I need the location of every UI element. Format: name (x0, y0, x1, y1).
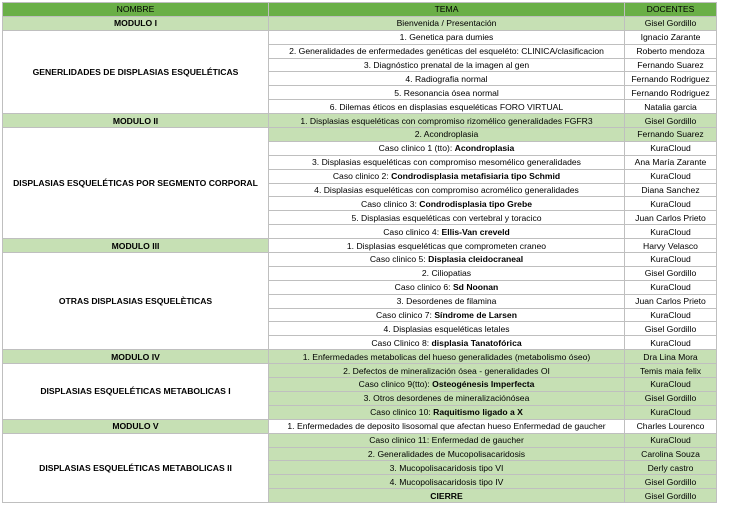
tema-cell[interactable] (269, 128, 625, 142)
section-title[interactable]: OTRAS DISPLASIAS ESQUELÈTICAS (3, 253, 269, 350)
header-row (3, 3, 717, 17)
tema-highlight: Sd Noonan (452, 282, 499, 293)
tema-text: Caso clinico 6: (394, 282, 453, 293)
tema-text: Caso clinico 2: (332, 171, 392, 182)
header-nombre[interactable]: NOMBRE (3, 3, 269, 17)
tema-cell[interactable] (269, 266, 625, 280)
tema-text: 1. Enfermedades metabolicas del hueso generalidades (metabolismo óseo) (302, 351, 591, 362)
module-label[interactable]: MODULO II (3, 114, 269, 128)
tema-cell[interactable] (269, 114, 625, 128)
tema-cell[interactable] (269, 419, 625, 433)
table-row (3, 128, 717, 142)
docente-cell[interactable]: Gisel Gordillo (625, 16, 717, 30)
docente-cell[interactable]: KuraCloud (625, 169, 717, 183)
tema-cell[interactable] (269, 322, 625, 336)
docente-cell[interactable]: KuraCloud (625, 141, 717, 155)
tema-text: 5. Displasias esqueléticas con vertebral y toracico (351, 212, 542, 223)
docente-cell[interactable]: KuraCloud (625, 197, 717, 211)
tema-cell[interactable] (269, 211, 625, 225)
tema-cell[interactable] (269, 378, 625, 392)
tema-highlight: CIERRE (430, 490, 463, 501)
tema-cell[interactable] (269, 183, 625, 197)
docente-cell[interactable]: Gisel Gordillo (625, 489, 717, 503)
table-row (3, 16, 717, 30)
tema-cell[interactable] (269, 239, 625, 253)
docente-cell[interactable]: Juan Carlos Prieto (625, 294, 717, 308)
docente-cell[interactable]: Derly castro (625, 461, 717, 475)
docente-cell[interactable]: Ignacio Zarante (625, 30, 717, 44)
tema-text: 3. Mucopolisacaridosis tipo VI (389, 462, 504, 473)
tema-text: 6. Dilemas éticos en displasias esqueléticas FORO VIRTUAL (329, 101, 564, 112)
tema-text: 2. Generalidades de enfermedades genéticas del esqueléto: CLINICA/clasificacion (289, 46, 604, 57)
tema-highlight: Displasia cleidocraneal (428, 254, 524, 265)
tema-text: 3. Otros desordenes de mineralizaciónósea (363, 393, 530, 404)
docente-cell[interactable]: Diana Sanchez (625, 183, 717, 197)
tema-cell[interactable] (269, 58, 625, 72)
tema-text: 2. Ciliopatias (421, 268, 472, 279)
docente-cell[interactable]: Dra Lina Mora (625, 350, 717, 364)
tema-cell[interactable] (269, 280, 625, 294)
section-title[interactable]: DISPLASIAS ESQUELÉTICAS METABOLICAS II (3, 433, 269, 502)
docente-cell[interactable]: Juan Carlos Prieto (625, 211, 717, 225)
tema-text: 4. Radiografia normal (405, 73, 488, 84)
docente-cell[interactable]: Charles Lourenco (625, 419, 717, 433)
tema-cell[interactable] (269, 350, 625, 364)
tema-highlight: Raquitismo ligado a X (433, 407, 523, 418)
docente-cell[interactable]: KuraCloud (625, 378, 717, 392)
table-row (3, 419, 717, 433)
table-row (3, 350, 717, 364)
docente-cell[interactable]: KuraCloud (625, 280, 717, 294)
docente-cell[interactable]: KuraCloud (625, 308, 717, 322)
tema-text: 1. Genetica para dumies (399, 32, 494, 43)
tema-text: 4. Displasias esqueléticas letales (383, 323, 510, 334)
tema-cell[interactable] (269, 364, 625, 378)
docente-cell[interactable]: Roberto mendoza (625, 44, 717, 58)
tema-cell[interactable] (269, 308, 625, 322)
tema-cell[interactable] (269, 44, 625, 58)
tema-text: Caso clinico 9(tto): (358, 379, 433, 390)
docente-cell[interactable]: Harvy Velasco (625, 239, 717, 253)
tema-text: Caso clinico 11: Enfermedad de gaucher (369, 435, 524, 446)
tema-cell[interactable] (269, 447, 625, 461)
section-title[interactable]: GENERLIDADES DE DISPLASIAS ESQUELÉTICAS (3, 30, 269, 113)
table-row (3, 30, 717, 44)
tema-text: 1. Enfermedades de deposito lisosomal que afectan hueso Enfermedad de gaucher (287, 421, 606, 432)
docente-cell[interactable]: KuraCloud (625, 433, 717, 447)
table-row (3, 114, 717, 128)
docente-cell[interactable]: Gisel Gordillo (625, 475, 717, 489)
docente-cell[interactable]: KuraCloud (625, 336, 717, 350)
tema-cell[interactable] (269, 86, 625, 100)
docente-cell[interactable]: Ana María Zarante (625, 155, 717, 169)
tema-cell[interactable] (269, 225, 625, 239)
docente-cell[interactable]: Carolina Souza (625, 447, 717, 461)
tema-cell[interactable] (269, 405, 625, 419)
docente-cell[interactable]: Gisel Gordillo (625, 322, 717, 336)
tema-text: Caso clinico 5: (369, 254, 429, 265)
tema-text: Caso clinico 1 (tto): (378, 143, 455, 154)
tema-cell[interactable] (269, 100, 625, 114)
tema-cell[interactable] (269, 16, 625, 30)
docente-cell[interactable]: KuraCloud (625, 225, 717, 239)
tema-highlight: Condrodisplasia metafisiaria tipo Schmid (391, 171, 561, 182)
table-row (3, 433, 717, 447)
tema-text: 3. Displasias esqueléticas con compromiso mesomélico generalidades (312, 157, 581, 168)
docente-cell[interactable]: Fernando Suarez (625, 58, 717, 72)
tema-text: Caso clinico 7: (376, 310, 435, 321)
module-label[interactable]: MODULO IV (3, 350, 269, 364)
tema-highlight: Acondroplasia (454, 143, 515, 154)
tema-highlight: Osteogénesis Imperfecta (432, 379, 535, 390)
tema-cell[interactable] (269, 141, 625, 155)
tema-highlight: displasia Tanatofórica (431, 337, 522, 348)
docente-cell[interactable]: Gisel Gordillo (625, 114, 717, 128)
tema-text: 2. Acondroplasia (414, 129, 479, 140)
docente-cell[interactable]: Gisel Gordillo (625, 391, 717, 405)
tema-text: 1. Displasias esqueléticas que comprometen craneo (346, 240, 547, 251)
tema-cell[interactable] (269, 155, 625, 169)
tema-text: 3. Desordenes de filamina (396, 296, 497, 307)
tema-cell[interactable] (269, 475, 625, 489)
tema-cell[interactable] (269, 253, 625, 267)
tema-text: Caso clinico 4: (383, 226, 442, 237)
tema-cell[interactable] (269, 169, 625, 183)
tema-text: Bienvenida / Presentación (396, 18, 497, 29)
header-docentes[interactable]: DOCENTES (625, 3, 717, 17)
tema-text: 4. Mucopolisacaridosis tipo IV (389, 476, 504, 487)
tema-text: 2. Defectos de mineralización ósea - generalidades OI (343, 365, 550, 376)
module-label[interactable]: MODULO I (3, 16, 269, 30)
schedule-body (3, 16, 717, 502)
docente-cell[interactable]: Fernando Rodriguez (625, 72, 717, 86)
tema-cell[interactable] (269, 72, 625, 86)
tema-text: 5. Resonancia ósea normal (394, 87, 499, 98)
docente-cell[interactable]: Gisel Gordillo (625, 266, 717, 280)
tema-text: 1. Displasias esqueléticas con compromiso rizomélico generalidades FGFR3 (300, 115, 593, 126)
tema-text: Caso clinico 10: (370, 407, 434, 418)
tema-highlight: Ellis-Van creveld (441, 226, 510, 237)
schedule-table (2, 2, 717, 503)
docente-cell[interactable]: KuraCloud (625, 253, 717, 267)
docente-cell[interactable]: KuraCloud (625, 405, 717, 419)
tema-cell[interactable] (269, 461, 625, 475)
tema-cell[interactable] (269, 433, 625, 447)
tema-highlight: Condrodisplasia tipo Grebe (419, 198, 532, 209)
docente-cell[interactable]: Fernando Rodriguez (625, 86, 717, 100)
tema-text: 2. Generalidades de Mucopolisacaridosis (367, 448, 526, 459)
docente-cell[interactable]: Fernando Suarez (625, 128, 717, 142)
module-label[interactable]: MODULO III (3, 239, 269, 253)
tema-text: 4. Displasias esqueléticas con compromiso acromélico generalidades (314, 185, 579, 196)
tema-cell[interactable] (269, 294, 625, 308)
docente-cell[interactable]: Temis maia felix (625, 364, 717, 378)
module-label[interactable]: MODULO V (3, 419, 269, 433)
tema-cell[interactable] (269, 489, 625, 503)
table-row (3, 364, 717, 378)
tema-text: 3. Diagnóstico prenatal de la imagen al gen (363, 60, 530, 70)
docente-cell[interactable]: Natalia garcia (625, 100, 717, 114)
table-row (3, 253, 717, 267)
header-tema[interactable]: TEMA (269, 3, 625, 17)
section-title[interactable]: DISPLASIAS ESQUELÉTICAS POR SEGMENTO CORPORAL (3, 128, 269, 239)
section-title[interactable]: DISPLASIAS ESQUELÉTICAS METABOLICAS I (3, 364, 269, 420)
tema-cell[interactable] (269, 336, 625, 350)
tema-cell[interactable] (269, 30, 625, 44)
tema-highlight: Síndrome de Larsen (434, 310, 517, 321)
tema-text: Caso Clinico 8: (371, 337, 432, 348)
table-row (3, 239, 717, 253)
tema-cell[interactable] (269, 197, 625, 211)
tema-text: Caso clinico 3: (361, 198, 420, 209)
tema-cell[interactable] (269, 391, 625, 405)
